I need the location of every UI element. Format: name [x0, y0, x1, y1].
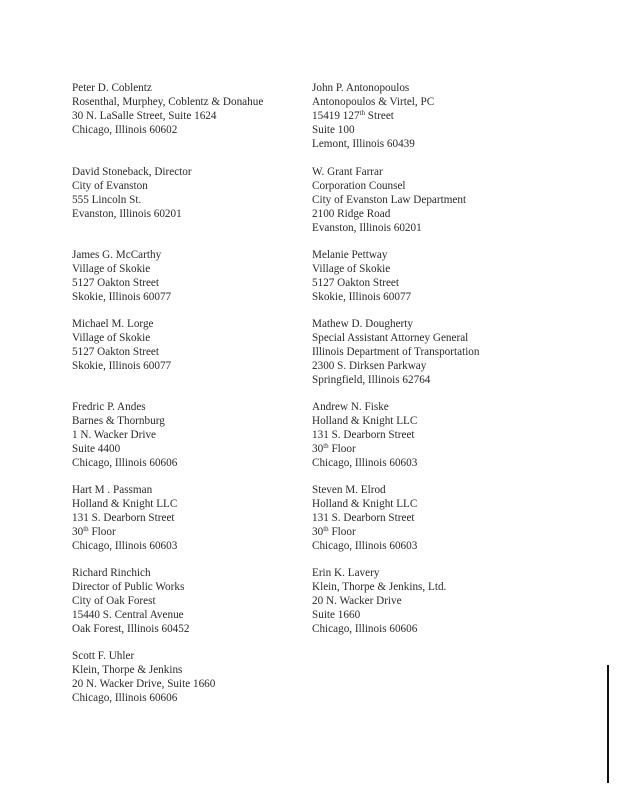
address-line: Village of Skokie — [72, 331, 151, 344]
recipient-name: Richard Rinchich — [72, 567, 151, 579]
recipient-name: John P. Antonopoulos — [312, 82, 410, 94]
address-line: Special Assistant Attorney General — [312, 331, 469, 344]
address-line: 131 S. Dearborn Street — [312, 511, 415, 524]
address-line: Klein, Thorpe & Jenkins, Ltd. — [312, 580, 447, 593]
address-block-dougherty — [312, 318, 552, 388]
address-line: Illinois Department of Transportation — [312, 345, 480, 358]
address-line: Barnes & Thornburg — [72, 414, 165, 427]
address-line: Klein, Thorpe & Jenkins — [72, 663, 183, 676]
address-line: Village of Skokie — [72, 262, 151, 275]
address-block-coblentz — [72, 82, 312, 138]
address-block-stoneback — [72, 166, 312, 222]
address-line: Chicago, Illinois 60603 — [312, 456, 418, 469]
address-line: City of Oak Forest — [72, 594, 156, 607]
address-block-elrod — [312, 484, 552, 554]
address-line: Holland & Knight LLC — [72, 497, 178, 510]
address-line: Lemont, Illinois 60439 — [312, 137, 415, 150]
address-block-lorge — [72, 318, 312, 374]
address-line: Chicago, Illinois 60603 — [312, 539, 418, 552]
address-line: 30th Floor — [312, 441, 356, 455]
address-line: Skokie, Illinois 60077 — [312, 290, 412, 303]
address-block-passman — [72, 484, 312, 554]
address-line: 5127 Oakton Street — [72, 276, 159, 289]
recipient-name: Scott F. Uhler — [72, 650, 135, 662]
address-line: 30th Floor — [72, 524, 116, 538]
recipient-name: Hart M . Passman — [72, 484, 153, 496]
address-line: 1 N. Wacker Drive — [72, 428, 157, 441]
address-line: Suite 1660 — [312, 608, 361, 621]
address-line: 15419 127th Street — [312, 108, 394, 122]
address-line: 555 Lincoln St. — [72, 193, 142, 206]
address-block-uhler — [72, 650, 312, 706]
address-line: City of Evanston Law Department — [312, 193, 467, 206]
address-line: 5127 Oakton Street — [312, 276, 399, 289]
address-line: Chicago, Illinois 60606 — [72, 456, 178, 469]
address-block-lavery — [312, 567, 552, 637]
recipient-name: W. Grant Farrar — [312, 166, 383, 178]
recipient-name: Steven M. Elrod — [312, 484, 386, 496]
address-line: Skokie, Illinois 60077 — [72, 359, 172, 372]
address-block-farrar — [312, 166, 552, 236]
address-line: 30th Floor — [312, 524, 356, 538]
address-line: Director of Public Works — [72, 580, 185, 593]
address-block-mccarthy — [72, 249, 312, 305]
address-line: 30 N. LaSalle Street, Suite 1624 — [72, 109, 217, 122]
address-line: Evanston, Illinois 60201 — [72, 207, 182, 220]
address-line: Oak Forest, Illinois 60452 — [72, 622, 190, 635]
address-line: Chicago, Illinois 60603 — [72, 539, 178, 552]
recipient-name: Erin K. Lavery — [312, 567, 380, 579]
address-line: 15440 S. Central Avenue — [72, 608, 184, 621]
address-line: Chicago, Illinois 60602 — [72, 123, 178, 136]
address-line: Springfield, Illinois 62764 — [312, 373, 431, 386]
address-line: 20 N. Wacker Drive, Suite 1660 — [72, 677, 216, 690]
address-block-pettway — [312, 249, 552, 305]
address-line: 131 S. Dearborn Street — [312, 428, 415, 441]
address-line: 2300 S. Dirksen Parkway — [312, 359, 427, 372]
address-line: Antonopoulos & Virtel, PC — [312, 95, 435, 108]
address-line: 5127 Oakton Street — [72, 345, 159, 358]
address-line: Chicago, Illinois 60606 — [72, 691, 178, 704]
address-line: Holland & Knight LLC — [312, 414, 418, 427]
address-block-antonopoulos — [312, 82, 552, 152]
address-block-fiske — [312, 401, 552, 471]
address-line: 20 N. Wacker Drive — [312, 594, 402, 607]
recipient-name: Andrew N. Fiske — [312, 401, 389, 413]
address-line: Chicago, Illinois 60606 — [312, 622, 418, 635]
address-line: Corporation Counsel — [312, 179, 406, 192]
address-line: 2100 Ridge Road — [312, 207, 391, 220]
recipient-name: Fredric P. Andes — [72, 401, 146, 413]
address-line: Suite 100 — [312, 123, 355, 136]
recipient-name: James G. McCarthy — [72, 249, 162, 261]
recipient-name: Peter D. Coblentz — [72, 82, 152, 94]
address-line: Skokie, Illinois 60077 — [72, 290, 172, 303]
address-line: Village of Skokie — [312, 262, 391, 275]
address-line: Holland & Knight LLC — [312, 497, 418, 510]
address-line: City of Evanston — [72, 179, 148, 192]
scan-edge-line — [607, 665, 609, 783]
address-line: Evanston, Illinois 60201 — [312, 221, 422, 234]
recipient-name: Mathew D. Dougherty — [312, 318, 413, 330]
recipient-name: Melanie Pettway — [312, 249, 388, 261]
address-line: Suite 4400 — [72, 442, 121, 455]
address-block-andes — [72, 401, 312, 471]
recipient-name: Michael M. Lorge — [72, 318, 154, 330]
address-block-rinchich — [72, 567, 312, 637]
recipient-name: David Stoneback, Director — [72, 166, 192, 178]
address-line: Rosenthal, Murphey, Coblentz & Donahue — [72, 95, 264, 108]
address-line: 131 S. Dearborn Street — [72, 511, 175, 524]
